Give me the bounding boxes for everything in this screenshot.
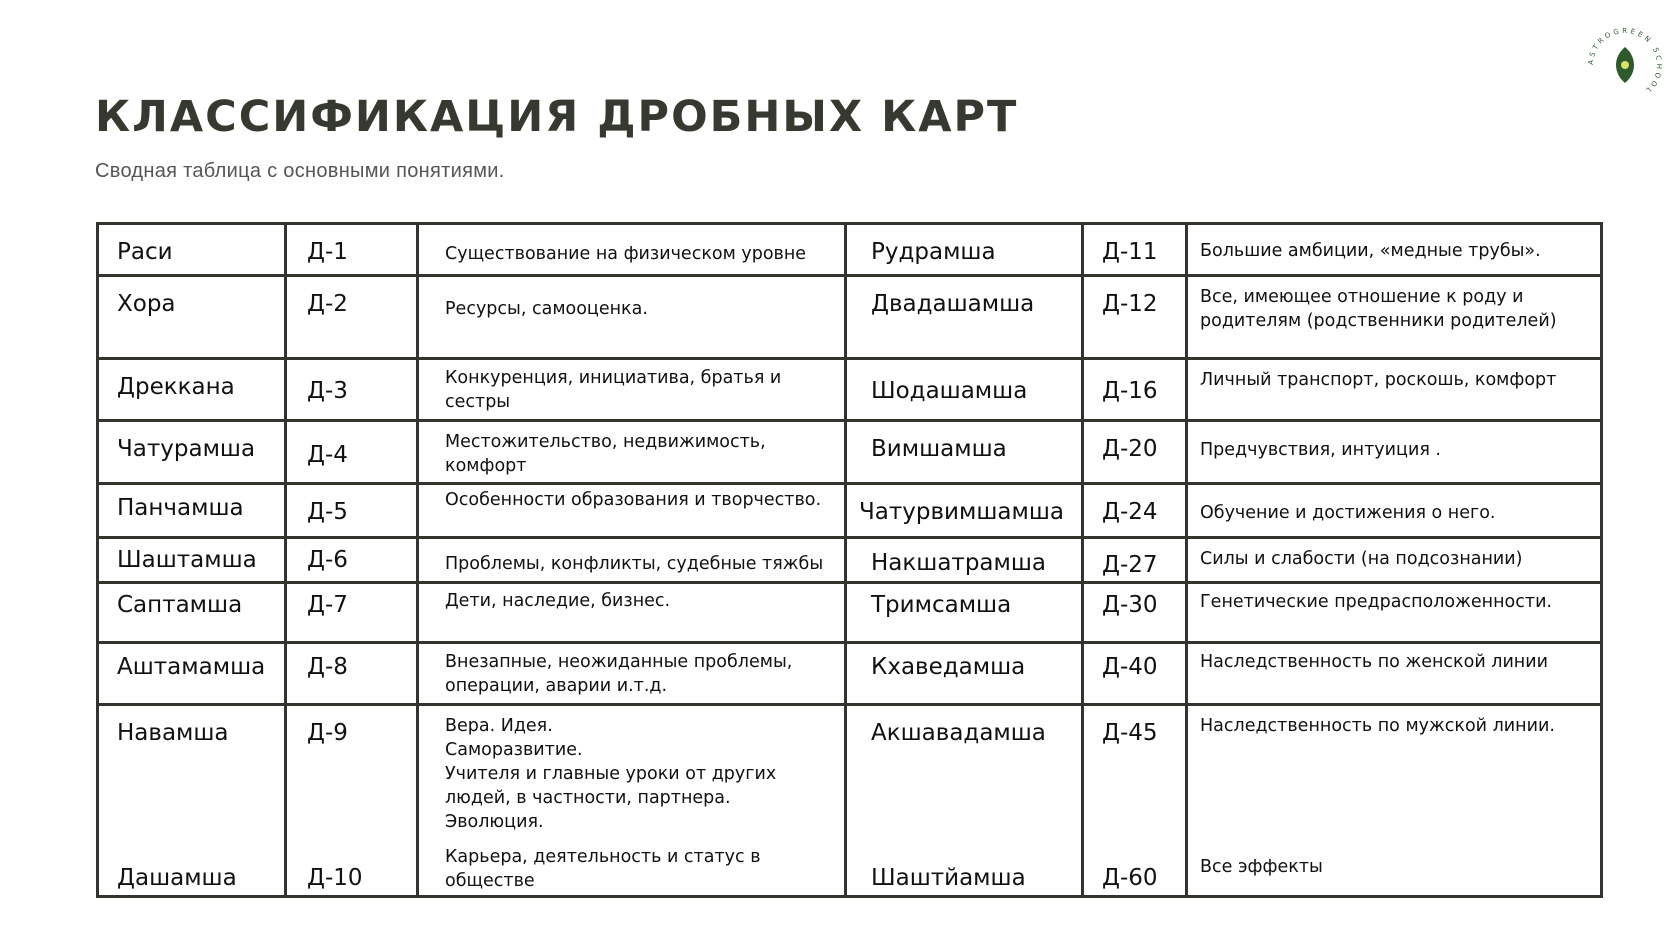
chart-description: Конкуренция, инициатива, братья и сестры [445, 368, 782, 412]
table-row [98, 538, 1602, 583]
chart-name: Шодашамша [871, 378, 1028, 404]
chart-description: Местожительство, недвижимость, комфорт [445, 432, 766, 476]
chart-description: Большие амбиции, «медные трубы». [1200, 241, 1541, 261]
chart-code: Д-1 [307, 239, 348, 265]
chart-name: Шаштйамша [871, 865, 1026, 891]
chart-description: Предчувствия, интуиция . [1200, 440, 1441, 460]
table-row [98, 484, 1602, 538]
chart-name: Чатурвимшамша [859, 499, 1064, 525]
table-row [98, 421, 1602, 484]
chart-description: Все эффекты [1200, 857, 1323, 877]
chart-name: Раси [117, 239, 173, 265]
chart-name: Хора [117, 291, 176, 317]
chart-name: Дашамша [117, 865, 237, 891]
chart-description: Личный транспорт, роскошь, комфорт [1200, 370, 1557, 390]
school-logo [1585, 25, 1665, 105]
chart-description-line: Вера. Идея. [445, 716, 553, 736]
chart-name: Саптамша [117, 592, 243, 618]
logo-text: ASTROGREEN SCHOOL [1586, 26, 1664, 96]
chart-description: Внезапные, неожиданные проблемы, операции, аварии и.т.д. [445, 652, 793, 696]
chart-code: Д-27 [1102, 552, 1158, 578]
table-row [98, 276, 1602, 359]
charts-table [96, 222, 1603, 898]
chart-code: Д-16 [1102, 378, 1158, 404]
table-row [98, 643, 1602, 705]
chart-code: Д-20 [1102, 436, 1158, 462]
chart-description: Ресурсы, самооценка. [445, 299, 648, 319]
chart-description-line: Учителя и главные уроки от других людей, в частности, партнера. [445, 764, 777, 808]
chart-description: Наследственность по мужской линии. [1200, 716, 1555, 736]
table-row [98, 705, 1602, 897]
chart-description: Особенности образования и творчество. [445, 490, 822, 510]
chart-description: Генетические предрасположенности. [1200, 592, 1552, 612]
chart-description-line: Саморазвитие. [445, 740, 583, 760]
chart-name: Тримсамша [871, 592, 1012, 618]
table-row [98, 359, 1602, 421]
chart-code: Д-24 [1102, 499, 1158, 525]
chart-name: Дреккана [117, 374, 235, 400]
chart-code: Д-5 [307, 499, 348, 525]
chart-description: Карьера, деятельность и статус в обществе [445, 847, 761, 891]
chart-code: Д-2 [307, 291, 348, 317]
chart-name: Аштамамша [117, 654, 266, 680]
chart-code: Д-8 [307, 654, 348, 680]
chart-name: Кхаведамша [871, 654, 1026, 680]
chart-name: Двадашамша [871, 291, 1035, 317]
chart-description: Обучение и достижения о него. [1200, 503, 1496, 523]
chart-name: Панчамша [117, 495, 244, 521]
chart-description-line: Эволюция. [445, 812, 544, 832]
chart-name: Рудрамша [871, 239, 996, 265]
chart-name: Шаштамша [117, 547, 257, 573]
chart-description: Существование на физическом уровне [445, 244, 807, 264]
chart-description: Все, имеющее отношение к роду и родителям (родственники родителей) [1200, 287, 1557, 331]
chart-code: Д-30 [1102, 592, 1158, 618]
chart-code: Д-9 [307, 720, 348, 746]
chart-code: Д-40 [1102, 654, 1158, 680]
chart-description: Дети, наследие, бизнес. [445, 591, 671, 611]
chart-name: Чатурамша [117, 436, 256, 462]
chart-code: Д-11 [1102, 239, 1158, 265]
chart-code: Д-4 [307, 442, 348, 468]
chart-name: Акшавадамша [871, 720, 1046, 746]
chart-code: Д-12 [1102, 291, 1158, 317]
page-title: КЛАССИФИКАЦИЯ ДРОБНЫХ КАРТ [95, 92, 1019, 142]
chart-name: Накшатрамша [871, 550, 1047, 576]
table-row [98, 224, 1602, 276]
page-subtitle: Сводная таблица с основными понятиями. [95, 160, 505, 182]
chart-code: Д-60 [1102, 865, 1158, 891]
chart-code: Д-7 [307, 592, 348, 618]
chart-name: Вимшамша [871, 436, 1007, 462]
chart-description: Наследственность по женской линии [1200, 652, 1549, 672]
chart-name: Навамша [117, 720, 229, 746]
chart-description [419, 706, 844, 834]
table-row [98, 583, 1602, 643]
chart-code: Д-3 [307, 378, 348, 404]
chart-description: Силы и слабости (на подсознании) [1200, 549, 1523, 569]
chart-description: Проблемы, конфликты, судебные тяжбы [445, 554, 824, 574]
chart-code: Д-45 [1102, 720, 1158, 746]
chart-code: Д-10 [307, 865, 363, 891]
chart-code: Д-6 [307, 547, 348, 573]
